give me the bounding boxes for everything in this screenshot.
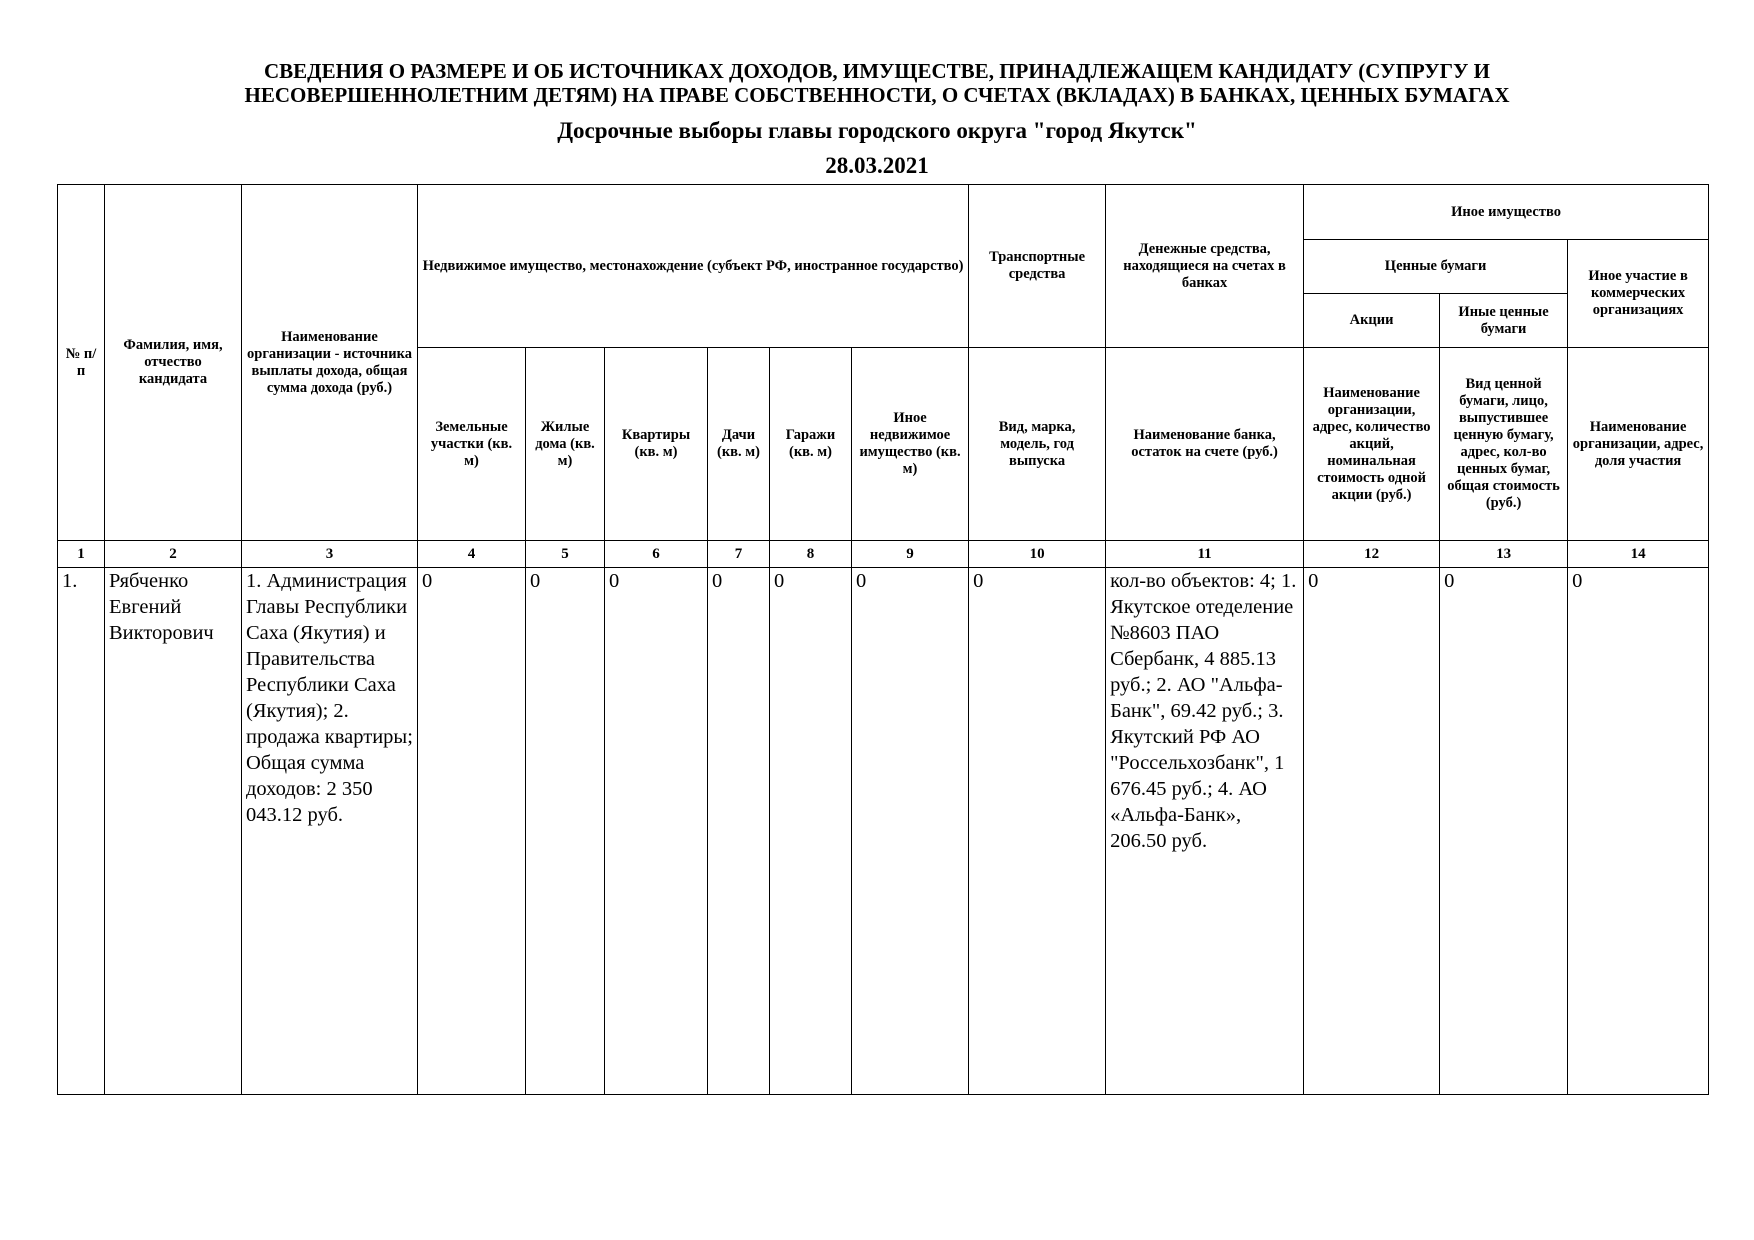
header-shares: Акции — [1304, 294, 1440, 348]
candidate-name: Рябченко Евгений Викторович — [105, 568, 242, 1095]
column-number: 7 — [708, 541, 770, 568]
header-bank: Наименование банка, остаток на счете (руб.) — [1106, 348, 1304, 541]
garages-value: 0 — [770, 568, 852, 1095]
header-name: Фамилия, имя, отчество кандидата — [105, 185, 242, 541]
column-number: 11 — [1106, 541, 1304, 568]
header-securities: Ценные бумаги — [1304, 240, 1568, 294]
header-shares-detail: Наименование организации, адрес, количество акций, номинальная стоимость одной акции (руб.) — [1304, 348, 1440, 541]
header-income: Наименование организации - источника выплаты дохода, общая сумма дохода (руб.) — [242, 185, 418, 541]
other-realty-value: 0 — [852, 568, 969, 1095]
header-real-estate: Недвижимое имущество, местонахождение (субъект РФ, иностранное государство) — [418, 185, 969, 348]
header-houses: Жилые дома (кв. м) — [526, 348, 605, 541]
header-other-participation: Иное участие в коммерческих организациях — [1568, 240, 1709, 348]
header-transport: Транспортные средства — [969, 185, 1106, 348]
election-date: 28.03.2021 — [825, 153, 929, 178]
header-dachas: Дачи (кв. м) — [708, 348, 770, 541]
header-money: Денежные средства, находящиеся на счетах в банках — [1106, 185, 1304, 348]
column-number: 14 — [1568, 541, 1709, 568]
column-number: 10 — [969, 541, 1106, 568]
header-num: № п/п — [58, 185, 105, 541]
column-number: 5 — [526, 541, 605, 568]
header-vehicle: Вид, марка, модель, год выпуска — [969, 348, 1106, 541]
header-other-property: Иное имущество — [1304, 185, 1709, 240]
column-number: 2 — [105, 541, 242, 568]
column-number: 8 — [770, 541, 852, 568]
header-land: Земельные участки (кв. м) — [418, 348, 526, 541]
apartments-value: 0 — [605, 568, 708, 1095]
document-title-line-2: НЕСОВЕРШЕННОЛЕТНИМ ДЕТЯМ) НА ПРАВЕ СОБСТВЕННОСТИ, О СЧЕТАХ (ВКЛАДАХ) В БАНКАХ, ЦЕННЫХ БУМАГАХ — [244, 83, 1510, 107]
income-sources: 1. Администрация Главы Республики Саха (Якутия) и Правительства Республики Саха (Якутия); 2. продажа квартиры; Общая сумма доходов: 2 350 043.12 руб. — [242, 568, 418, 1095]
column-number: 1 — [58, 541, 105, 568]
election-title: Досрочные выборы главы городского округа "город Якутск" — [557, 118, 1197, 143]
column-number: 3 — [242, 541, 418, 568]
land-value: 0 — [418, 568, 526, 1095]
column-number: 13 — [1440, 541, 1568, 568]
column-number: 4 — [418, 541, 526, 568]
header-securities-detail: Вид ценной бумаги, лицо, выпустившее ценную бумагу, адрес, кол-во ценных бумаг, общая стоимость (руб.) — [1440, 348, 1568, 541]
table-row — [58, 568, 1709, 1095]
column-number: 6 — [605, 541, 708, 568]
row-num: 1. — [58, 568, 105, 1095]
header-garages: Гаражи (кв. м) — [770, 348, 852, 541]
other-securities-value: 0 — [1440, 568, 1568, 1095]
houses-value: 0 — [526, 568, 605, 1095]
shares-value: 0 — [1304, 568, 1440, 1095]
document-title-line-1: СВЕДЕНИЯ О РАЗМЕРЕ И ОБ ИСТОЧНИКАХ ДОХОДОВ, ИМУЩЕСТВЕ, ПРИНАДЛЕЖАЩЕМ КАНДИДАТУ (СУПРУГУ И — [263, 59, 1491, 83]
bank-accounts: кол-во объектов: 4; 1. Якутское отеделение №8603 ПАО Сбербанк, 4 885.13 руб.; 2. АО "Альфа-Банк", 69.42 руб.; 3. Якутский РФ АО "Россельхозбанк", 1 676.45 руб.; 4. АО «Альфа-Банк», 206.50 руб. — [1106, 568, 1304, 1095]
dachas-value: 0 — [708, 568, 770, 1095]
participation-value: 0 — [1568, 568, 1709, 1095]
header-other-realty: Иное недвижимое имущество (кв. м) — [852, 348, 969, 541]
header-apartments: Квартиры (кв. м) — [605, 348, 708, 541]
header-other-securities: Иные ценные бумаги — [1440, 294, 1568, 348]
column-number: 12 — [1304, 541, 1440, 568]
column-number: 9 — [852, 541, 969, 568]
vehicles-value: 0 — [969, 568, 1106, 1095]
header-participation-detail: Наименование организации, адрес, доля участия — [1568, 348, 1709, 541]
declaration-table — [57, 184, 1709, 1095]
